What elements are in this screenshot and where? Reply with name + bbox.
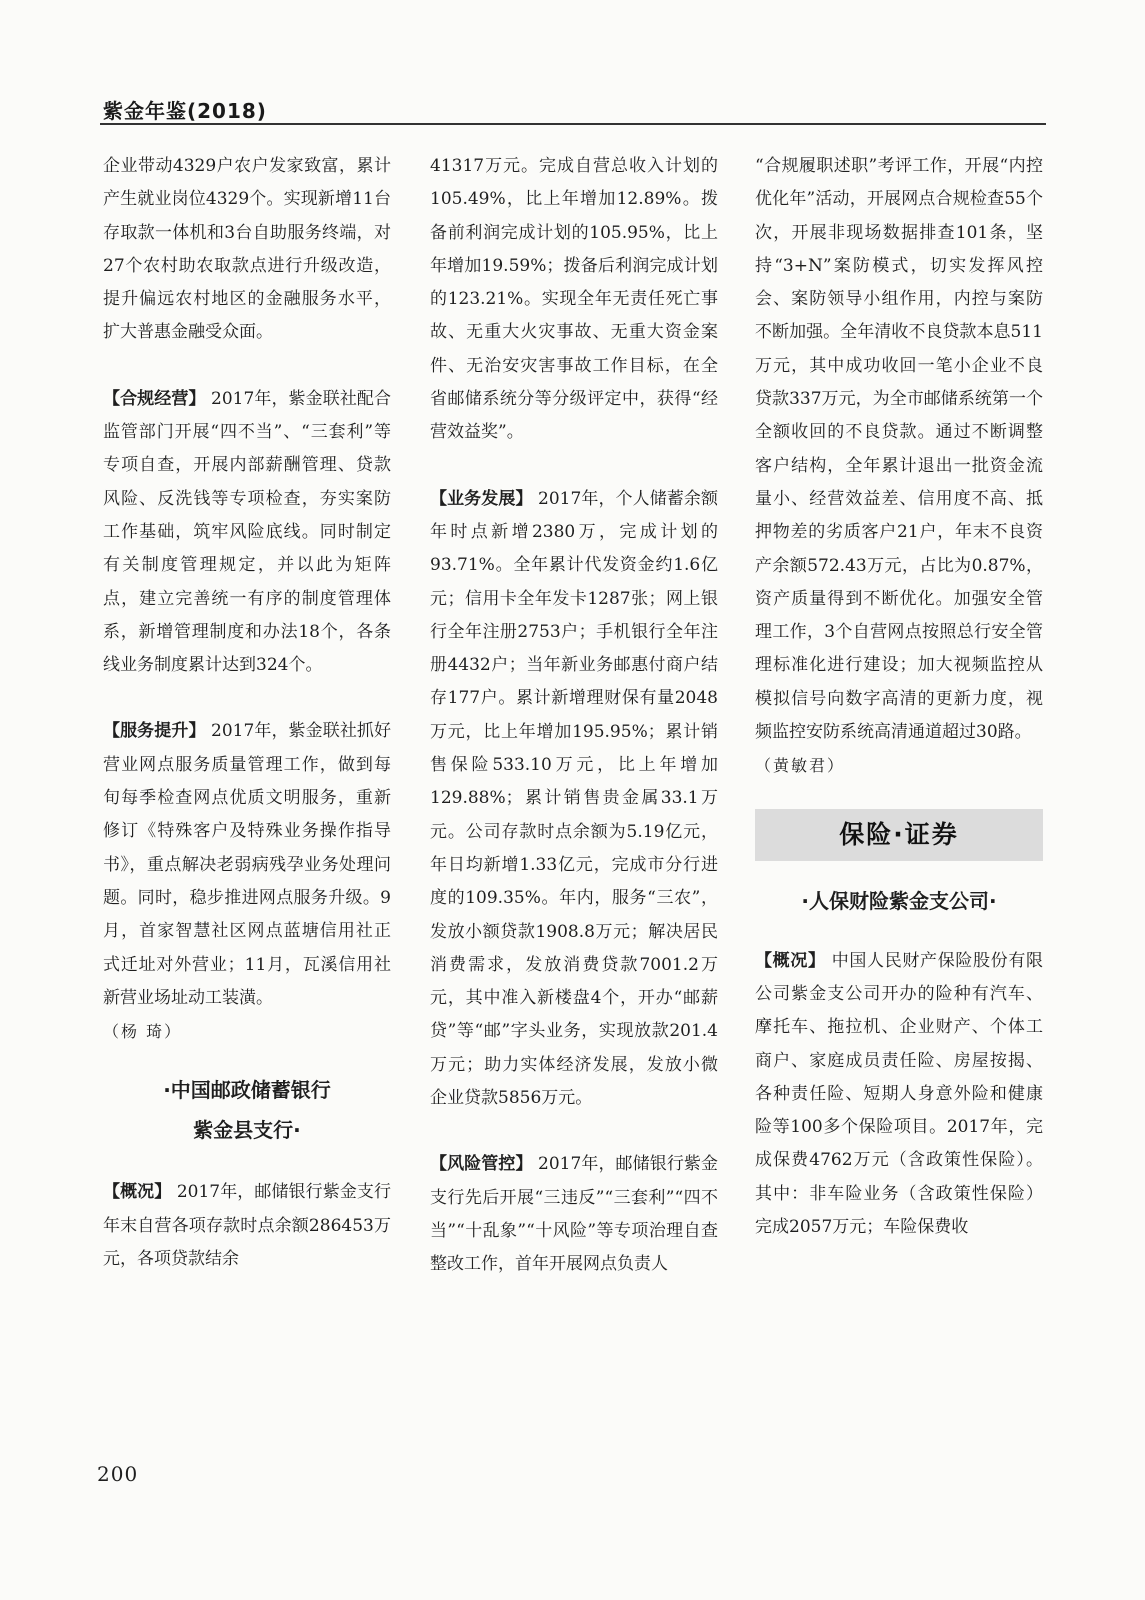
section-label: 【服务提升】 <box>103 721 206 742</box>
section-text: 2017年，个人储蓄余额年时点新增2380万，完成计划的93.71%。全年累计代发资金约1.6亿元；信用卡全年发卡1287张；网上银行全年注册2753户；手机银行全年注册4432户；当年新业务邮惠付商户结存177户。累计新增理财保有量2048万元，比上年增加195.95%；累计销售保险533.10万元，比上年增加129.88%；累计销售贵金属33.1万元。公司存款时点余额为5.19亿元，年日均新增1.33亿元，完成市分行进度的109.35%。年内，服务“三农”，发放小额贷款1908.8万元；解决居民消费需求，发放消费贷款7001.2万元，其中准入新楼盘4个，开办“邮薪贷”等“邮”字头业务，实现放款201.4万元；助力实体经济发展，发放小微企业贷款5856万元。 <box>430 488 718 1109</box>
section-text: 2017年，紫金联社配合监管部门开展“四不当”、“三套利”等专项自查，开展内部薪酬管理、贷款风险、反洗钱等专项检查，夯实案防工作基础，筑牢风险底线。同时制定有关制度管理规定，并以此为矩阵点，建立完善统一有序的制度管理体系，新增管理制度和办法18个，各条线业务制度累计达到324个。 <box>103 388 391 676</box>
paragraph <box>430 1148 718 1281</box>
section-label: 【业务发展】 <box>430 488 533 509</box>
page-number: 200 <box>97 1462 139 1486</box>
paragraph <box>103 383 391 683</box>
section-label: 【概况】 <box>103 1182 172 1203</box>
header-rule <box>100 123 1046 125</box>
section-text: 中国人民财产保险股份有限公司紫金支公司开办的险种有汽车、摩托车、拖拉机、企业财产、个体工商户、家庭成员责任险、房屋按揭、各种责任险、短期人身意外险和健康险等100多个保险项目。2017年，完成保费4762万元（含政策性保险）。其中：非车险业务（含政策性保险）完成2057万元；车险保费收 <box>755 950 1044 1238</box>
org-title-line-2: 紫金县支行· <box>193 1118 301 1143</box>
author-credit: （黄敏君） <box>755 756 846 776</box>
running-head-title: 紫金年鉴(2018) <box>103 99 267 123</box>
section-banner: 保险·证券 <box>755 809 1043 861</box>
section-label: 【风险管控】 <box>430 1154 533 1175</box>
paragraph <box>755 945 1043 1245</box>
section-text: 2017年，紫金联社抓好营业网点服务质量管理工作，做到每旬每季检查网点优质文明服务，重新修订《特殊客户及特殊业务操作指导书》，重点解决老弱病残孕业务处理问题。同时，稳步推进网点服务升级。9月，首家智慧社区网点蓝塘信用社正式迁址对外营业；11月，瓦溪信用社新营业场址动工装潢。 <box>103 721 391 1008</box>
author-credit: （杨 琦） <box>103 1022 183 1042</box>
section-text: 2017年，邮储银行紫金支行年末自营各项存款时点余额286453万元，各项贷款结余 <box>103 1182 392 1270</box>
org-title: ·人保财险紫金支公司· <box>801 888 997 913</box>
section-text: 2017年，邮储银行紫金支行先后开展“三违反”“三套利”“四不当”“十乱象”“十风险”等专项治理自查整改工作，首年开展网点负责人 <box>430 1154 718 1275</box>
paragraph: “合规履职述职”考评工作，开展“内控优化年”活动，开展网点合规检查55个次，开展非现场数据排查101条，坚持“3+N”案防模式，切实发挥风控会、案防领导小组作用，内控与案防不断加强。全年清收不良贷款本息511万元，其中成功收回一笔小企业不良贷款337万元，为全市邮储系统第一个全额收回的不良贷款。通过不断调整客户结构，全年累计退出一批资金流量小、经营效益差、信用度不高、抵押物差的劣质客户21户，年末不良资产余额572.43万元，占比为0.87%，资产质量得到不断优化。加强安全管理工作，3个自营网点按照总行安全管理标准化进行建设；加大视频监控从模拟信号向数字高清的更新力度，视频监控安防系统高清通道超过30路。 <box>755 156 1043 743</box>
org-title-line-1: ·中国邮政储蓄银行 <box>163 1078 331 1103</box>
section-label: 【合规经营】 <box>103 388 206 409</box>
section-label: 【概况】 <box>755 950 826 971</box>
paragraph: 41317万元。完成自营总收入计划的105.49%，比上年增加12.89%。拨备前利润完成计划的105.95%，比上年增加19.59%；拨备后利润完成计划的123.21%。实现全年无责任死亡事故、无重大火灾事故、无重大资金案件、无治安灾害事故工作目标，在全省邮储系统分等分级评定中，获得“经营效益奖”。 <box>430 156 718 443</box>
paragraph <box>103 715 391 1015</box>
paragraph <box>430 483 718 1116</box>
column-1 <box>103 150 391 1276</box>
paragraph <box>103 1176 391 1276</box>
paragraph: 企业带动4329户农户发家致富，累计产生就业岗位4329个。实现新增11台存取款一体机和3台自助服务终端，对27个农村助农取款点进行升级改造，提升偏远农村地区的金融服务水平，扩大普惠金融受众面。 <box>103 156 391 343</box>
column-2 <box>430 150 718 1282</box>
column-3 <box>755 150 1043 1244</box>
